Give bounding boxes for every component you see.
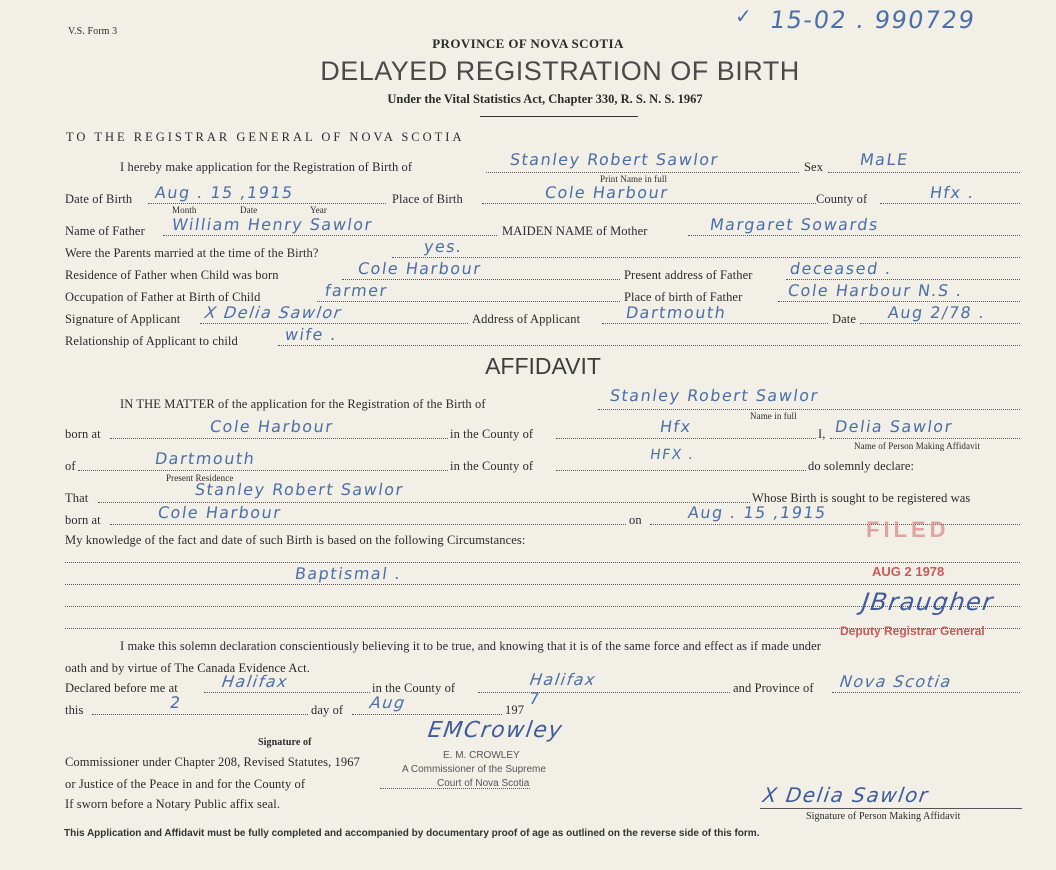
signature-of-label: Signature of: [258, 737, 312, 748]
born-at-value[interactable]: Cole Harbour: [208, 417, 335, 436]
day-value[interactable]: 2: [168, 693, 184, 712]
date-label: Date: [832, 312, 856, 326]
that-label: That: [65, 491, 89, 505]
month-value[interactable]: Aug: [368, 693, 408, 712]
dob-value[interactable]: Aug . 15 ,1915: [153, 183, 296, 202]
declared-value[interactable]: Halifax: [220, 672, 290, 691]
filed-stamp: FILED: [866, 517, 950, 542]
affidavit-heading: AFFIDAVIT: [485, 353, 601, 379]
declared-label: Declared before me at: [65, 681, 178, 695]
print-name-hint: Print Name in full: [600, 174, 668, 184]
in-county3-label: in the County of: [372, 681, 456, 695]
on-value[interactable]: Aug . 15 ,1915: [686, 503, 829, 522]
this-label: this: [65, 703, 84, 717]
father-pob-label: Place of birth of Father: [624, 290, 743, 304]
mother-value[interactable]: Margaret Sowards: [708, 215, 881, 234]
circumstance-value[interactable]: Baptismal .: [293, 564, 403, 583]
application-intro: I hereby make application for the Registration of Birth of: [120, 160, 413, 174]
whose-birth-label: Whose Birth is sought to be registered was: [752, 491, 971, 505]
day-of-label: day of: [311, 703, 344, 717]
father-label: Name of Father: [65, 224, 145, 238]
present-residence-hint: Present Residence: [166, 473, 234, 483]
of-value[interactable]: Dartmouth: [153, 449, 257, 468]
occupation-value[interactable]: farmer: [323, 281, 390, 300]
present-address-label: Present address of Father: [624, 268, 753, 282]
mother-label: MAIDEN NAME of Mother: [502, 224, 648, 238]
child-name[interactable]: Stanley Robert Sawlor: [508, 150, 721, 169]
to-registrar: TO THE REGISTRAR GENERAL OF NOVA SCOTIA: [66, 130, 465, 144]
declaration-line-2: oath and by virtue of The Canada Evidence Act.: [65, 661, 310, 675]
declarant-signature: X Delia Sawlor: [761, 783, 931, 807]
title-divider: [480, 116, 638, 117]
month-hint: Month: [172, 205, 197, 215]
born-at2-label: born at: [65, 513, 101, 527]
in-county-label: in the County of: [450, 427, 534, 441]
declarant-hint: Name of Person Making Affidavit: [854, 441, 980, 451]
page-title: DELAYED REGISTRATION OF BIRTH: [320, 56, 800, 86]
relationship-label: Relationship of Applicant to child: [65, 334, 238, 348]
married-value[interactable]: yes.: [422, 237, 465, 256]
commissioner-stamp-title: A Commissioner of the Supreme: [402, 764, 546, 775]
province-heading: PROVINCE OF NOVA SCOTIA: [432, 36, 624, 51]
registrar-title: Deputy Registrar General: [840, 624, 985, 638]
year-prefix: 197: [505, 703, 525, 717]
county-label: County of: [816, 192, 868, 206]
in-county-value[interactable]: Hfx: [658, 417, 693, 436]
sex-value[interactable]: MaLE: [858, 150, 910, 169]
pob-value[interactable]: Cole Harbour: [543, 183, 670, 202]
county-value[interactable]: Hfx .: [928, 183, 977, 202]
form-number: V.S. Form 3: [68, 26, 118, 37]
name-full-hint: Name in full: [750, 411, 797, 421]
commissioner-label: Commissioner under Chapter 208, Revised Statutes, 1967: [65, 755, 360, 769]
applicant-signature[interactable]: X Delia Sawlor: [203, 303, 344, 322]
year-hint: Year: [310, 205, 327, 215]
pob-label: Place of Birth: [392, 192, 463, 206]
check-mark-icon: ✓: [735, 6, 752, 28]
residence-label: Residence of Father when Child was born: [65, 268, 279, 282]
date-value[interactable]: Aug 2/78 .: [886, 303, 987, 322]
applicant-address-label: Address of Applicant: [472, 312, 581, 326]
born-at-label: born at: [65, 427, 101, 441]
sex-label: Sex: [804, 160, 824, 174]
footer-note: This Application and Affidavit must be fully completed and accompanied by documentary proof of age as outlined on the reverse side of this form.: [64, 828, 760, 839]
declarant-signature-label: Signature of Person Making Affidavit: [806, 811, 961, 822]
declarant-name[interactable]: Delia Sawlor: [833, 417, 955, 436]
matter-value[interactable]: Stanley Robert Sawlor: [608, 386, 821, 405]
filed-date: AUG 2 1978: [872, 564, 945, 579]
residence-value[interactable]: Cole Harbour: [356, 259, 483, 278]
page-subtitle: Under the Vital Statistics Act, Chapter 330, R. S. N. S. 1967: [387, 92, 703, 106]
notary-label: If sworn before a Notary Public affix seal.: [65, 797, 281, 811]
present-address-value[interactable]: deceased .: [788, 259, 894, 278]
relationship-value[interactable]: wife .: [283, 325, 339, 344]
knowledge-label: My knowledge of the fact and date of such Birth is based on the following Circumstances:: [65, 533, 526, 547]
occupation-label: Occupation of Father at Birth of Child: [65, 290, 261, 304]
declare-label: do solemnly declare:: [808, 459, 915, 473]
father-pob-value[interactable]: Cole Harbour N.S .: [786, 281, 965, 300]
registrar-signature: JBraugher: [860, 588, 996, 616]
province-value[interactable]: Nova Scotia: [838, 672, 954, 691]
in-county2-label: in the County of: [450, 459, 534, 473]
applicant-address-value[interactable]: Dartmouth: [624, 303, 728, 322]
that-value[interactable]: Stanley Robert Sawlor: [193, 480, 406, 499]
province-label: and Province of: [733, 681, 814, 695]
on-label: on: [629, 513, 642, 527]
father-value[interactable]: William Henry Sawlor: [170, 215, 375, 234]
declaration-line-1: I make this solemn declaration conscientiously believing it to be true, and knowing that it is of the same force and effect as if made under: [120, 639, 822, 653]
justice-label: or Justice of the Peace in and for the County of: [65, 777, 306, 791]
file-number: 15-02 . 990729: [768, 6, 978, 34]
date-hint: Date: [240, 205, 258, 215]
commissioner-stamp-court: Court of Nova Scotia: [437, 778, 530, 789]
dob-label: Date of Birth: [65, 192, 133, 206]
of-label: of: [65, 459, 76, 473]
i-label: I,: [818, 427, 826, 441]
matter-label: IN THE MATTER of the application for the Registration of the Birth of: [120, 397, 486, 411]
married-label: Were the Parents married at the time of the Birth?: [65, 246, 319, 260]
signature-label: Signature of Applicant: [65, 312, 181, 326]
born-at2-value[interactable]: Cole Harbour: [156, 503, 283, 522]
commissioner-stamp-name: E. M. CROWLEY: [443, 750, 520, 761]
commissioner-signature: EMCrowley: [426, 718, 565, 743]
year-value[interactable]: 7: [527, 689, 543, 708]
in-county2-value[interactable]: HFX .: [648, 447, 696, 463]
in-county3-value[interactable]: Halifax: [528, 670, 598, 689]
